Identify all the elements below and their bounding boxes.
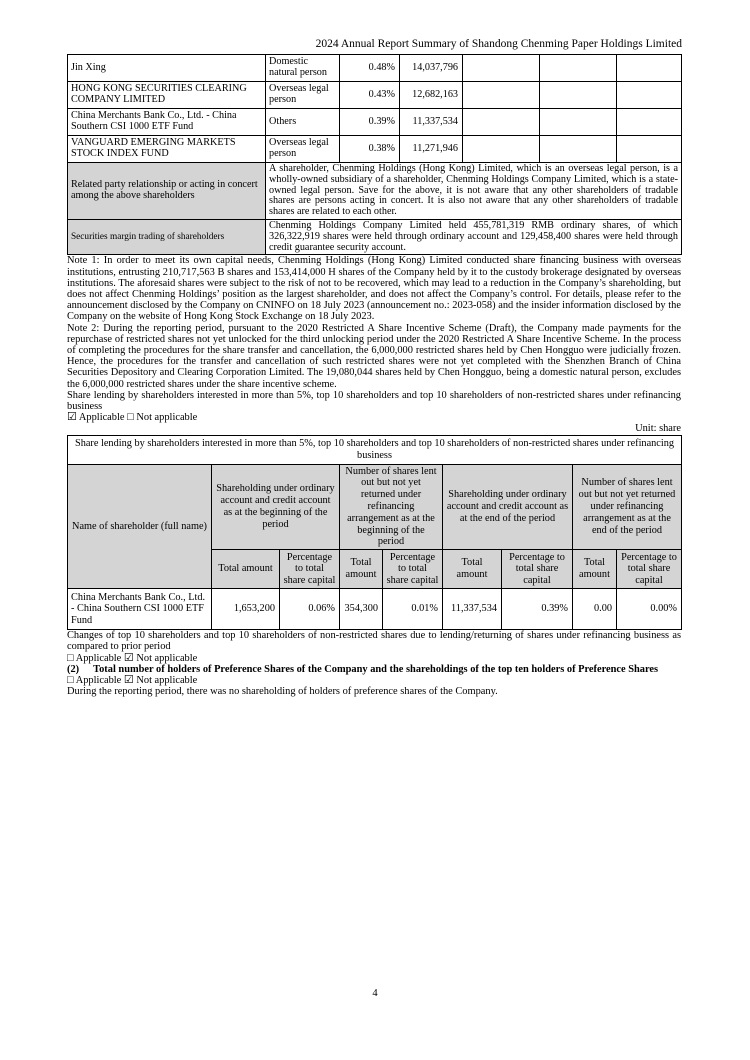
- empty-cell: [617, 136, 682, 163]
- empty-cell: [463, 55, 540, 82]
- section-heading-text: Total number of holders of Preference Shares of the Company and the shareholdings of the top ten holders of Preference Shares: [93, 663, 659, 675]
- checkbox-unchecked-icon: □: [67, 651, 74, 664]
- empty-cell: [617, 82, 682, 109]
- empty-cell: [463, 82, 540, 109]
- checkbox-checked-icon: ☑: [67, 411, 77, 424]
- section-heading: [67, 664, 681, 675]
- name-of-shareholder-header: Name of shareholder (full name): [68, 464, 212, 589]
- shareholding-pct: 0.43%: [340, 82, 400, 109]
- value-cell: 354,300: [340, 589, 383, 630]
- checkbox-unchecked-icon: □: [127, 411, 134, 424]
- margin-trading-label: Securities margin trading of shareholders: [68, 219, 266, 254]
- table-row: [68, 136, 682, 163]
- shares-held: 11,271,946: [400, 136, 463, 163]
- applicable-label: Applicable: [78, 412, 125, 424]
- shareholder-type: Domestic natural person: [266, 55, 340, 82]
- note-1: Note 1: In order to meet its own capital needs, Chenming Holdings (Hong Kong) Limited conducted share financing business with overseas institutions, entrusting 210,717,563 B shares and 153,414,000 H shares of the Company held by it to the custody brokerage designated by overseas institutions. The aforesaid shares were subject to the risk of not to be recovered, which may lead to a reduction in the Company’s shareholding, but does not affect Chenming Holdings’ position as the largest shareholder, and does not affect the Company’s control. For details, please refer to the announcement disclosed by the Company on CNINFO on 18 July 2023 (announcement no.: 2023-058) and the insider information disclosed by the Company on the website of Hong Kong Stock Exchange on 18 July 2023.: [67, 255, 681, 323]
- empty-cell: [540, 109, 617, 136]
- applicable-line-1: [67, 412, 681, 423]
- value-cell: 0.06%: [280, 589, 340, 630]
- refinancing-caption-row: [68, 435, 682, 464]
- value-cell: 0.01%: [383, 589, 443, 630]
- percentage-header: Percentage to total share capital: [502, 550, 573, 589]
- empty-cell: [617, 55, 682, 82]
- related-party-row: [68, 163, 682, 220]
- share-lending-intro: Share lending by shareholders interested in more than 5%, top 10 shareholders and top 10 shareholders of non-restricted shares under refinancing business: [67, 389, 681, 413]
- value-cell: 0.00%: [617, 589, 682, 630]
- shareholding-pct: 0.48%: [340, 55, 400, 82]
- applicable-line-2: [67, 653, 681, 664]
- shareholder-name: Jin Xing: [68, 55, 266, 82]
- empty-cell: [617, 109, 682, 136]
- percentage-header: Percentage to total share capital: [617, 550, 682, 589]
- group-header: Shareholding under ordinary account and credit account as at the beginning of the period: [212, 464, 340, 550]
- margin-trading-text: Chenming Holdings Company Limited held 455,781,319 RMB ordinary shares, of which 326,322,919 shares were held through ordinary account and 129,458,400 shares were held through credit guarantee security account.: [266, 219, 682, 254]
- refinancing-table: [67, 435, 682, 631]
- not-applicable-label: Not applicable: [136, 652, 198, 664]
- changes-text: Changes of top 10 shareholders and top 10 shareholders of non-restricted shares due to lending/returning of shares under refinancing business as compared to prior period: [67, 630, 681, 653]
- not-applicable-label: Not applicable: [136, 675, 198, 687]
- empty-cell: [540, 136, 617, 163]
- checkbox-checked-icon: ☑: [123, 674, 134, 687]
- top-shareholders-table: [67, 54, 682, 255]
- checkbox-unchecked-icon: □: [67, 674, 74, 687]
- shares-held: 14,037,796: [400, 55, 463, 82]
- value-cell: 11,337,534: [443, 589, 502, 630]
- refinancing-data-row: [68, 589, 682, 630]
- shareholding-pct: 0.38%: [340, 136, 400, 163]
- section-number: (2): [67, 663, 80, 675]
- shareholder-type: Overseas legal person: [266, 136, 340, 163]
- shareholder-name: VANGUARD EMERGING MARKETS STOCK INDEX FUND: [68, 136, 266, 163]
- shares-held: 12,682,163: [400, 82, 463, 109]
- value-cell: 0.00: [573, 589, 617, 630]
- group-header: Number of shares lent out but not yet returned under refinancing arrangement as at the beginning of the period: [340, 464, 443, 550]
- shareholding-pct: 0.39%: [340, 109, 400, 136]
- table-row: [68, 82, 682, 109]
- group-header: Number of shares lent out but not yet returned under refinancing arrangement as at the end of the period: [573, 464, 682, 550]
- total-amount-header: Total amount: [443, 550, 502, 589]
- empty-cell: [540, 82, 617, 109]
- table-row: [68, 109, 682, 136]
- empty-cell: [540, 55, 617, 82]
- applicable-line-3: [67, 675, 681, 686]
- note-2: Note 2: During the reporting period, pursuant to the 2020 Restricted A Share Incentive Scheme (Draft), the Company made payments for the repurchase of restricted shares not yet unlocked for the third unlocking period under the 2020 Restricted A Share Incentive Scheme. In the process of completing the procedures for the share transfer and cancellation, the 6,000,000 restricted shares held by Chen Hongguo were judicially frozen. Hence, the procedures for the transfer and cancellation of such restricted shares were not yet completed with the Shenzhen Branch of China Securities Depository and Clearing Corporation Limited. The 19,080,044 shares held by Chen Hongguo, being a domestic natural person, excludes the 6,000,000 restricted shares under the share incentive scheme.: [67, 322, 681, 390]
- shareholder-type: Others: [266, 109, 340, 136]
- applicable-label: Applicable: [75, 652, 122, 664]
- shareholder-name: China Merchants Bank Co., Ltd. - China Southern CSI 1000 ETF Fund: [68, 109, 266, 136]
- margin-trading-row: [68, 219, 682, 254]
- empty-cell: [463, 109, 540, 136]
- group-header: Shareholding under ordinary account and credit account as at the end of the period: [443, 464, 573, 550]
- applicable-label: Applicable: [75, 675, 122, 687]
- shareholder-name: HONG KONG SECURITIES CLEARING COMPANY LIMITED: [68, 82, 266, 109]
- value-cell: 1,653,200: [212, 589, 280, 630]
- refinancing-caption: Share lending by shareholders interested in more than 5%, top 10 shareholders and top 10 shareholders of non-restricted shares under refinancing business: [68, 435, 682, 464]
- total-amount-header: Total amount: [340, 550, 383, 589]
- table-row: [68, 55, 682, 82]
- related-party-label: Related party relationship or acting in concert among the above shareholders: [68, 163, 266, 220]
- related-party-text: A shareholder, Chenming Holdings (Hong Kong) Limited, which is an overseas legal person, is a wholly-owned subsidiary of a shareholder, Chenming Holdings Company Limited, which is a state-owned legal person. Save for the above, it is not aware that any other shareholders of tradable shares are persons acting in concert. It is also not aware that any other shareholders of tradable shares are related to each other.: [266, 163, 682, 220]
- percentage-header: Percentage to total share capital: [383, 550, 443, 589]
- preference-note: During the reporting period, there was no shareholding of holders of preference shares of the Company.: [67, 686, 498, 698]
- unit-label: Unit: share: [635, 423, 681, 435]
- value-cell: 0.39%: [502, 589, 573, 630]
- not-applicable-label: Not applicable: [136, 412, 198, 424]
- shareholder-type: Overseas legal person: [266, 82, 340, 109]
- percentage-header: Percentage to total share capital: [280, 550, 340, 589]
- empty-cell: [463, 136, 540, 163]
- shares-held: 11,337,534: [400, 109, 463, 136]
- shareholder-name: China Merchants Bank Co., Ltd. - China Southern CSI 1000 ETF Fund: [68, 589, 212, 630]
- page-title: 2024 Annual Report Summary of Shandong Chenming Paper Holdings Limited: [315, 38, 682, 50]
- page-number: 4: [372, 988, 378, 999]
- checkbox-checked-icon: ☑: [123, 651, 134, 664]
- total-amount-header: Total amount: [573, 550, 617, 589]
- refinancing-group-header-row: [68, 464, 682, 550]
- total-amount-header: Total amount: [212, 550, 280, 589]
